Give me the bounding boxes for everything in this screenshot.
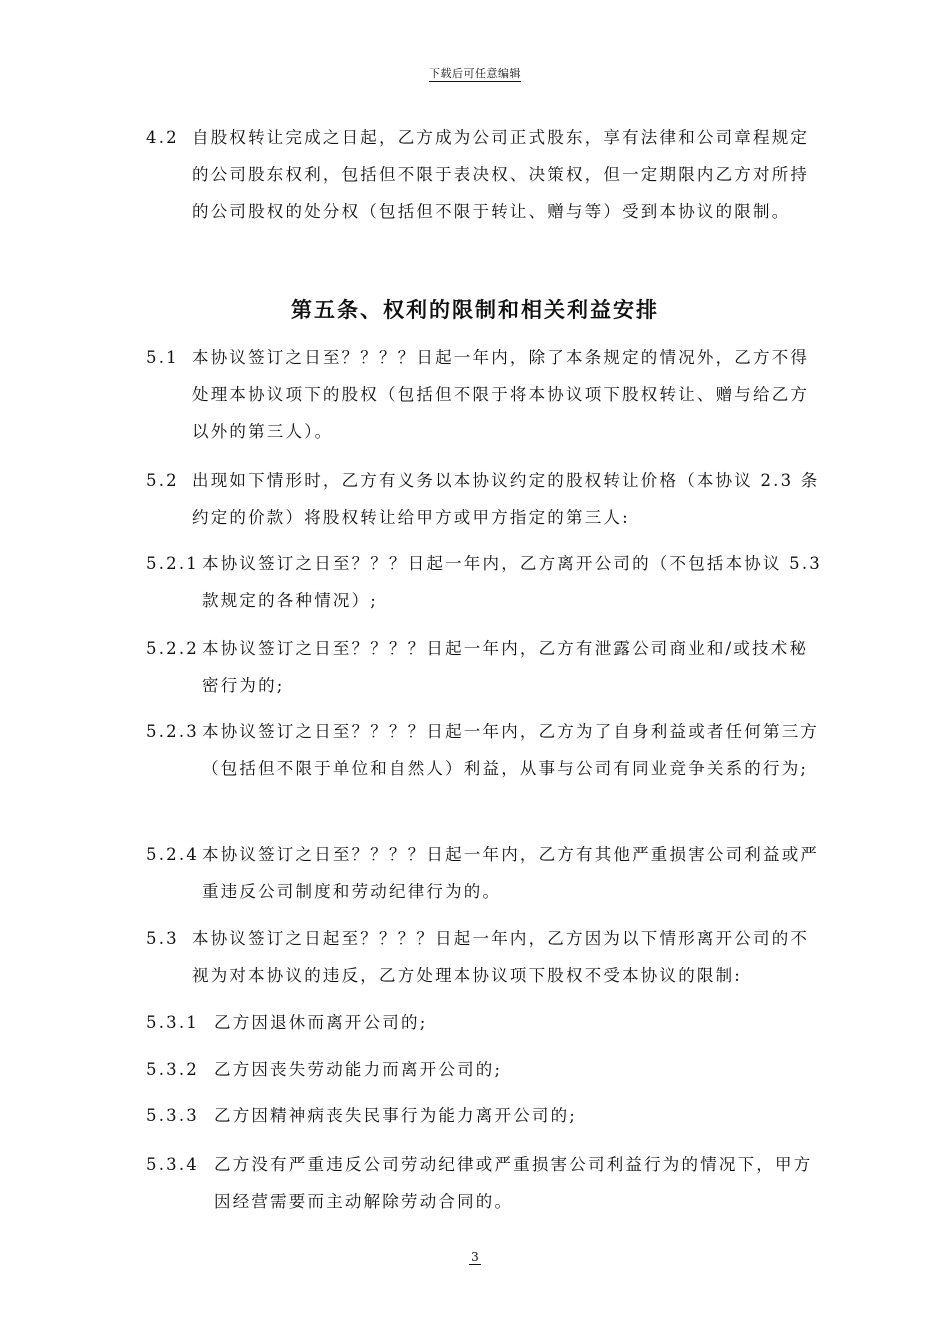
page-number xyxy=(0,1250,950,1264)
clause-5-3-1 xyxy=(146,1004,826,1041)
clause-text: 乙方因精神病丧失民事行为能力离开公司的; xyxy=(214,1106,578,1125)
clause-text: 本协议签订之日至？？？日起一年内，乙方离开公司的（不包括本协议 5.3款规定的各种情况）; xyxy=(202,554,822,610)
clause-5-2 xyxy=(146,462,826,536)
clause-number: 4.2 xyxy=(146,128,179,147)
clause-text: 本协议签订之日至？？？？日起一年内，乙方有其他严重损害公司利益或严重违反公司制度和劳动纪律行为的。 xyxy=(202,845,820,901)
clause-number: 5.3.2 xyxy=(146,1060,199,1079)
clause-5-3-2 xyxy=(146,1051,826,1088)
clause-text: 本协议签订之日至？？？？日起一年内，乙方有泄露公司商业和/或技术秘密行为的; xyxy=(202,639,809,695)
clause-5-2-3 xyxy=(146,713,826,787)
section-title: 第五条、权利的限制和相关利益安排 xyxy=(291,297,659,322)
header-text: 下载后可任意编辑 xyxy=(429,67,521,80)
clause-5-3-3 xyxy=(146,1097,826,1134)
clause-text: 本协议签订之日起至？？？？日起一年内，乙方因为以下情形离开公司的不视为对本协议的违反，乙方处理本协议项下股权不受本协议的限制: xyxy=(192,929,810,985)
clause-5-2-1 xyxy=(146,545,826,619)
clause-5-2-4 xyxy=(146,836,826,910)
clause-text: 本协议签订之日至？？？？日起一年内，除了本条规定的情况外，乙方不得处理本协议项下的股权（包括但不限于将本协议项下股权转让、赠与给乙方以外的第三人）。 xyxy=(192,348,810,441)
clause-text: 乙方因丧失劳动能力而离开公司的; xyxy=(214,1060,503,1079)
clause-5-2-2 xyxy=(146,630,826,704)
clause-number: 5.3.3 xyxy=(146,1106,199,1125)
clause-text: 乙方没有严重违反公司劳动纪律或严重损害公司利益行为的情况下，甲方因经营需要而主动解除劳动合同的。 xyxy=(214,1155,813,1211)
page-header xyxy=(0,66,950,82)
clause-text: 本协议签订之日至？？？？日起一年内，乙方为了自身利益或者任何第三方（包括但不限于单位和自然人）利益，从事与公司有同业竞争关系的行为; xyxy=(202,722,820,778)
clause-text: 自股权转让完成之日起，乙方成为公司正式股东，享有法律和公司章程规定的公司股东权利，包括但不限于表决权、决策权，但一定期限内乙方对所持的公司股权的处分权（包括但不限于转让、赠与等）受到本协议的限制。 xyxy=(192,128,810,221)
clause-number: 5.2 xyxy=(146,471,179,490)
clause-number: 5.3.4 xyxy=(146,1155,199,1174)
clause-5-3-4 xyxy=(146,1146,826,1220)
clause-number: 5.2.4 xyxy=(146,845,199,864)
page-number-text: 3 xyxy=(471,1250,479,1264)
clause-number: 5.2.2 xyxy=(146,639,199,658)
clause-number: 5.2.1 xyxy=(146,554,199,573)
clause-number: 5.1 xyxy=(146,348,179,367)
clause-5-1 xyxy=(146,339,826,450)
clause-5-3 xyxy=(146,920,826,994)
clause-4-2 xyxy=(146,119,826,230)
clause-number: 5.3.1 xyxy=(146,1013,199,1032)
clause-number: 5.3 xyxy=(146,929,179,948)
clause-text: 乙方因退休而离开公司的; xyxy=(214,1013,428,1032)
clause-number: 5.2.3 xyxy=(146,722,199,741)
clause-text: 出现如下情形时，乙方有义务以本协议约定的股权转让价格（本协议 2.3 条约定的价款）将股权转让给甲方或甲方指定的第三人: xyxy=(192,471,820,527)
